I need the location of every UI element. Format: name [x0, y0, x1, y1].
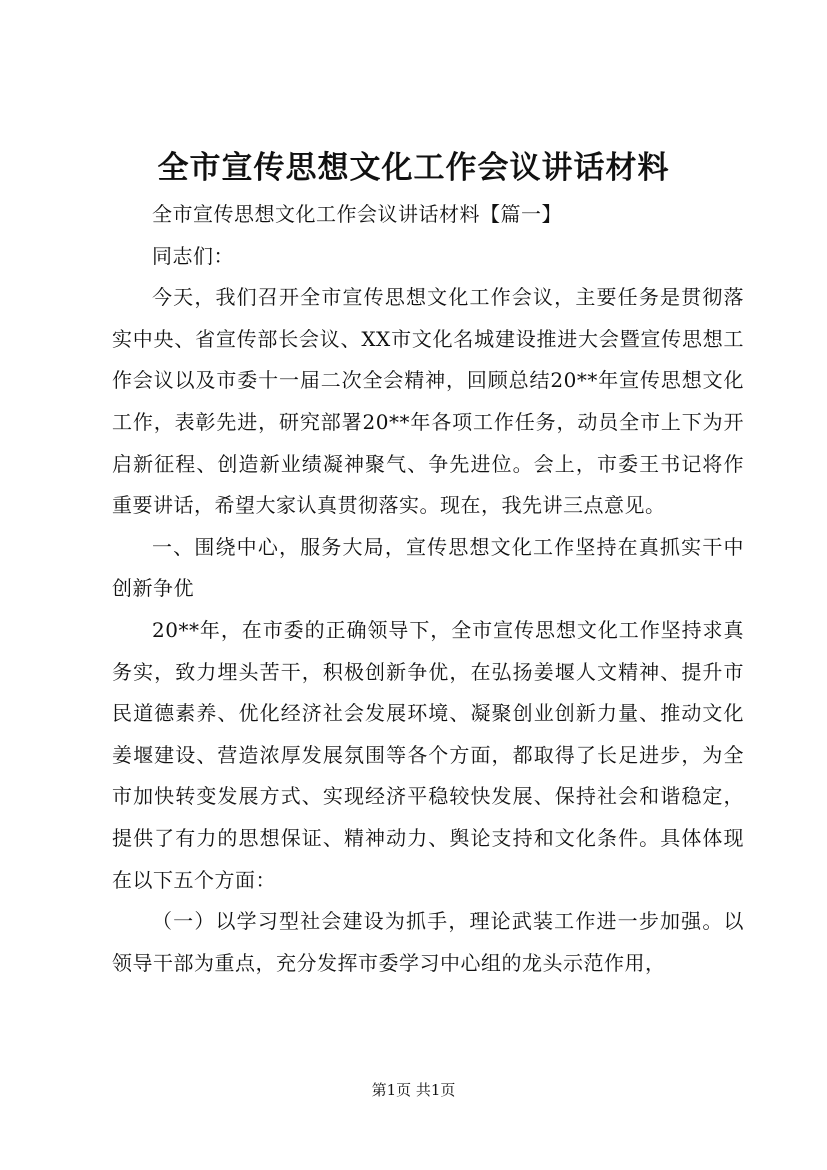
body-paragraph: （一）以学习型社会建设为抓手，理论武装工作进一步加强。以领导干部为重点，充分发挥市委学习中心组的龙头示范作用， [112, 909, 744, 975]
section-heading: 全市宣传思想文化工作会议讲话材料【篇一】 [152, 202, 562, 226]
document-body [112, 194, 744, 984]
page-footer: 第1页 共1页 [371, 1081, 456, 1099]
salutation: 同志们： [152, 243, 234, 268]
document-title: 全市宣传思想文化工作会议讲话材料 [157, 150, 670, 186]
body-paragraph: 20**年，在市委的正确领导下，全市宣传思想文化工作坚持求真务实，致力埋头苦干，积极创新争优，在弘扬姜堰人文精神、提升市民道德素养、优化经济社会发展环境、凝聚创业创新力量、推动文化姜堰建设、营造浓厚发展氛围等各个方面，都取得了长足进步，为全市加快转变发展方式、实现经济平稳较快发展、保持社会和谐稳定，提供了有力的思想保证、精神动力、舆论支持和文化条件。具体体现在以下五个方面： [112, 617, 744, 892]
body-paragraph: 一、围绕中心，服务大局，宣传思想文化工作坚持在真抓实干中创新争优 [112, 534, 744, 601]
body-paragraph: 今天，我们召开全市宣传思想文化工作会议，主要任务是贯彻落实中央、省宣传部长会议、XX市文化名城建设推进大会暨宣传思想工作会议以及市委十一届二次全会精神，回顾总结20**年宣传思想文化工作，表彰先进，研究部署20**年各项工作任务，动员全市上下为开启新征程、创造新业绩凝神聚气、争先进位。会上，市委王书记将作重要讲话，希望大家认真贯彻落实。现在，我先讲三点意见。 [112, 285, 744, 518]
